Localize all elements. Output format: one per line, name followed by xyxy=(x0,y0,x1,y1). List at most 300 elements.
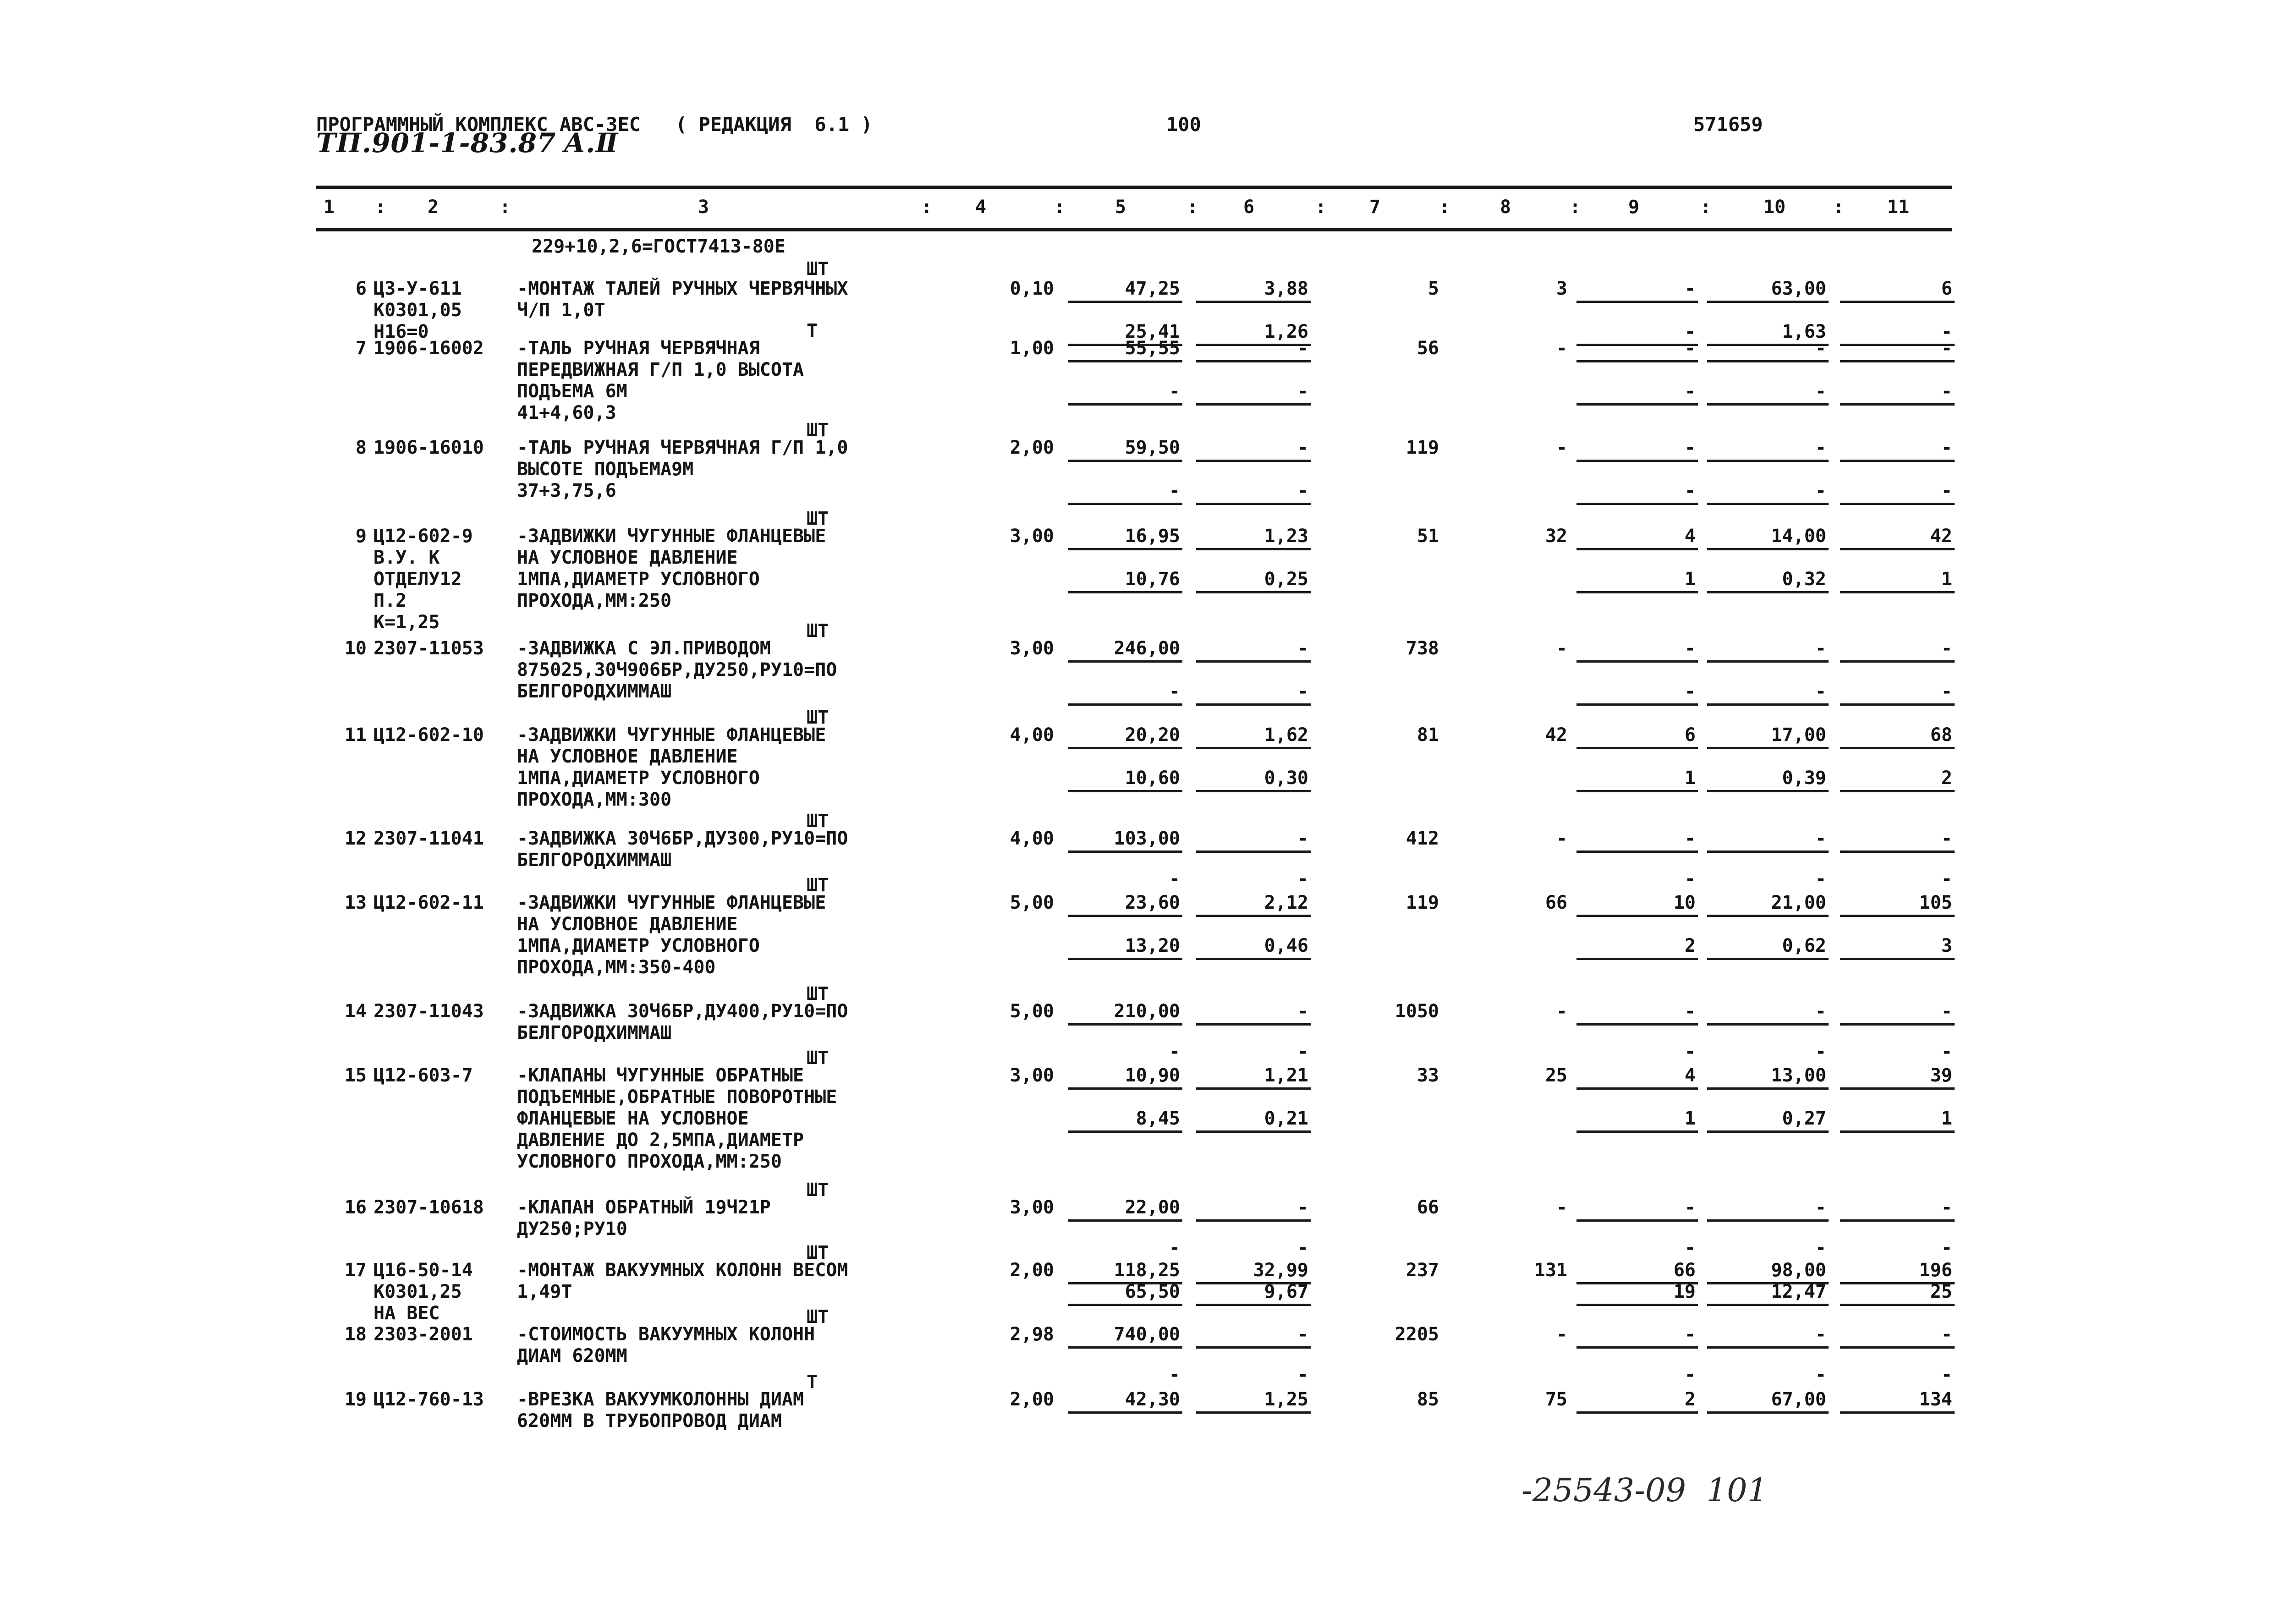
cell-underline xyxy=(1840,747,1955,749)
cell-c5: 59,50 xyxy=(1125,437,1180,458)
cell-sub-c11: - xyxy=(1941,1041,1952,1062)
cell-sub-c6: - xyxy=(1297,868,1308,889)
cell-underline xyxy=(1068,1130,1182,1133)
cell-c9: 1 xyxy=(1684,768,1696,789)
work-description: БЕЛГОРОДХИММАШ xyxy=(517,681,672,702)
cell-sub-c6: - xyxy=(1297,1364,1308,1385)
cell-underline xyxy=(1196,1346,1311,1349)
unit-label: ШТ xyxy=(807,258,829,280)
resource-code: В.У. К xyxy=(374,547,440,568)
cell-c8: 25 xyxy=(1545,1065,1567,1086)
cell-c9: - xyxy=(1684,1001,1696,1022)
cell-underline xyxy=(1068,747,1182,749)
column-separator: : xyxy=(375,197,386,218)
cell-c10: 0,62 xyxy=(1782,935,1826,956)
cell-c9: 19 xyxy=(1673,1281,1696,1302)
cell-c5: 16,95 xyxy=(1125,526,1180,547)
cell-c11: - xyxy=(1941,828,1952,849)
column-header-2: 2 xyxy=(428,197,439,218)
cell-c6: - xyxy=(1297,638,1308,659)
work-description: 1МПА,ДИАМЕТР УСЛОВНОГО xyxy=(517,768,760,789)
cell-c9: 66 xyxy=(1673,1260,1696,1281)
work-description: ДИАМ 620ММ xyxy=(517,1345,627,1366)
resource-code: Н16=0 xyxy=(374,321,429,342)
cell-underline xyxy=(1576,1130,1698,1133)
cell-underline xyxy=(1068,460,1182,462)
cell-c10: 1,63 xyxy=(1782,321,1826,342)
page-number: 100 xyxy=(1166,113,1201,136)
cell-underline xyxy=(1196,1087,1311,1090)
resource-code: 2307-11053 xyxy=(374,638,484,659)
resource-code: 1906-16002 xyxy=(374,338,484,359)
cell-c10: - xyxy=(1815,681,1826,702)
row-number: 17 xyxy=(344,1260,367,1281)
cell-c6: 9,67 xyxy=(1264,1281,1308,1302)
cell-c9: - xyxy=(1684,437,1696,458)
cell-c11: 3 xyxy=(1941,935,1952,956)
cell-underline xyxy=(1196,958,1311,960)
cell-underline xyxy=(1068,915,1182,917)
cell-c4: 3,00 xyxy=(1010,1197,1054,1218)
cell-c11: - xyxy=(1941,437,1952,458)
cell-underline xyxy=(1840,1087,1955,1090)
cell-c4: 5,00 xyxy=(1010,892,1054,913)
work-description: ПОДЪЕМНЫЕ,ОБРАТНЫЕ ПОВОРОТНЫЕ xyxy=(517,1086,837,1108)
work-description: 1,49Т xyxy=(517,1281,572,1302)
cell-c5: 22,00 xyxy=(1125,1197,1180,1218)
cell-c8: 66 xyxy=(1545,892,1567,913)
cell-c9: 1 xyxy=(1684,569,1696,590)
cell-sub-c5: - xyxy=(1169,868,1180,889)
work-description: НА УСЛОВНОЕ ДАВЛЕНИЕ xyxy=(517,914,738,935)
cell-sub-c5: - xyxy=(1169,1237,1180,1258)
cell-c9: 4 xyxy=(1684,1065,1696,1086)
cell-sub-c6: - xyxy=(1297,1041,1308,1062)
cell-underline xyxy=(1840,1346,1955,1349)
cell-underline xyxy=(1196,591,1311,593)
cell-underline xyxy=(1196,1130,1311,1133)
resource-code: Ц12-603-7 xyxy=(374,1065,473,1086)
cell-underline xyxy=(1707,958,1829,960)
work-description: ПРОХОДА,ММ:350-400 xyxy=(517,957,716,978)
cell-c10: - xyxy=(1815,381,1826,402)
work-description: ПЕРЕДВИЖНАЯ Г/П 1,0 ВЫСОТА xyxy=(517,359,804,380)
cell-underline xyxy=(1707,1130,1829,1133)
cell-c11: - xyxy=(1941,338,1952,359)
cell-c6: 1,26 xyxy=(1264,321,1308,342)
cell-underline xyxy=(1068,850,1182,853)
cell-underline xyxy=(1707,460,1829,462)
cell-c7: 237 xyxy=(1406,1260,1439,1281)
cell-underline xyxy=(1068,591,1182,593)
cell-c4: 2,00 xyxy=(1010,1260,1054,1281)
cell-c6: 32,99 xyxy=(1253,1260,1308,1281)
column-header-7: 7 xyxy=(1369,197,1381,218)
cell-c5: 10,60 xyxy=(1125,768,1180,789)
cell-underline xyxy=(1068,503,1182,505)
cell-underline xyxy=(1840,591,1955,593)
cell-underline xyxy=(1196,301,1311,303)
cell-c6: - xyxy=(1297,381,1308,402)
cell-c5: - xyxy=(1169,381,1180,402)
cell-c11: 134 xyxy=(1919,1389,1952,1410)
cell-underline xyxy=(1196,460,1311,462)
cell-c5: 103,00 xyxy=(1114,828,1180,849)
cell-c9: 2 xyxy=(1684,935,1696,956)
cell-c9: 1 xyxy=(1684,1108,1696,1129)
column-separator: : xyxy=(1439,197,1450,218)
cell-underline xyxy=(1196,548,1311,550)
cell-underline xyxy=(1707,915,1829,917)
cell-underline xyxy=(1196,1304,1311,1306)
cell-c9: - xyxy=(1684,1197,1696,1218)
cell-c6: 1,25 xyxy=(1264,1389,1308,1410)
cell-c7: 119 xyxy=(1406,437,1439,458)
column-header-5: 5 xyxy=(1115,197,1126,218)
resource-code: Ц12-602-11 xyxy=(374,892,484,913)
work-description: УСЛОВНОГО ПРОХОДА,ММ:250 xyxy=(517,1151,782,1172)
cell-underline xyxy=(1196,850,1311,853)
cell-c4: 5,00 xyxy=(1010,1001,1054,1022)
cell-c10: - xyxy=(1815,1197,1826,1218)
work-description: Ч/П 1,0Т xyxy=(517,300,605,321)
cell-underline xyxy=(1576,660,1698,663)
cell-underline xyxy=(1840,1130,1955,1133)
column-separator: : xyxy=(1187,197,1198,218)
cell-c6: 0,21 xyxy=(1264,1108,1308,1129)
cell-underline xyxy=(1840,703,1955,706)
cell-c11: - xyxy=(1941,321,1952,342)
cell-underline xyxy=(1576,460,1698,462)
cell-underline xyxy=(1576,1023,1698,1026)
unit-label: Т xyxy=(807,1372,818,1393)
cell-sub-c10: - xyxy=(1815,1364,1826,1385)
column-header-1: 1 xyxy=(324,197,335,218)
cell-c10: 0,32 xyxy=(1782,569,1826,590)
cell-c10: 0,39 xyxy=(1782,768,1826,789)
work-description: -МОНТАЖ ТАЛЕЙ РУЧНЫХ ЧЕРВЯЧНЫХ xyxy=(517,278,848,299)
work-description: ФЛАНЦЕВЫЕ НА УСЛОВНОЕ xyxy=(517,1108,749,1129)
cell-c10: 98,00 xyxy=(1771,1260,1826,1281)
cell-c10: - xyxy=(1815,338,1826,359)
row-number: 9 xyxy=(355,526,367,547)
cell-c9: - xyxy=(1684,638,1696,659)
cell-c5: 118,25 xyxy=(1114,1260,1180,1281)
program-title: ПРОГРАММНЫЙ КОМПЛЕКС АВС-ЗЕС ( РЕДАКЦИЯ 6.1 ) xyxy=(316,113,873,136)
cell-underline xyxy=(1840,360,1955,362)
column-separator: : xyxy=(1833,197,1845,218)
cell-underline xyxy=(1840,403,1955,406)
resource-code: 1906-16010 xyxy=(374,437,484,458)
cell-c7: 738 xyxy=(1406,638,1439,659)
cell-underline xyxy=(1707,1304,1829,1306)
cell-c4: 3,00 xyxy=(1010,638,1054,659)
unit-label: ШТ xyxy=(807,707,829,728)
row-number: 11 xyxy=(344,724,367,746)
cell-c6: 1,23 xyxy=(1264,526,1308,547)
project-code: ТП.901-1-83.87 xyxy=(316,127,556,159)
cell-underline xyxy=(1196,915,1311,917)
resource-code: 2307-11041 xyxy=(374,828,484,849)
cell-underline xyxy=(1840,660,1955,663)
work-description: 1МПА,ДИАМЕТР УСЛОВНОГО xyxy=(517,935,760,956)
cell-sub-c9: - xyxy=(1684,1237,1696,1258)
cell-underline xyxy=(1068,301,1182,303)
resource-code: Ц3-У-611 xyxy=(374,278,462,299)
cell-underline xyxy=(1196,1411,1311,1414)
cell-c10: 12,47 xyxy=(1771,1281,1826,1302)
cell-c11: - xyxy=(1941,1001,1952,1022)
unit-label: ШТ xyxy=(807,983,829,1004)
work-description: -ЗАДВИЖКА 30Ч6БР,ДУ400,РУ10=ПО xyxy=(517,1001,848,1022)
unit-label: ШТ xyxy=(807,1306,829,1328)
row-number: 7 xyxy=(355,338,367,359)
cell-c5: 20,20 xyxy=(1125,724,1180,746)
cell-c10: 13,00 xyxy=(1771,1065,1826,1086)
cell-c4: 2,00 xyxy=(1010,1389,1054,1410)
cell-c8: 3 xyxy=(1556,278,1567,299)
cell-c9: - xyxy=(1684,338,1696,359)
work-description: НА УСЛОВНОЕ ДАВЛЕНИЕ xyxy=(517,547,738,568)
cell-sub-c6: - xyxy=(1297,1237,1308,1258)
cell-c11: 25 xyxy=(1930,1281,1952,1302)
cell-underline xyxy=(1576,1304,1698,1306)
work-description: -ЗАДВИЖКИ ЧУГУННЫЕ ФЛАНЦЕВЫЕ xyxy=(517,892,826,913)
cell-underline xyxy=(1576,1087,1698,1090)
cell-c4: 4,00 xyxy=(1010,828,1054,849)
column-header-11: 11 xyxy=(1887,197,1910,218)
column-header-10: 10 xyxy=(1763,197,1786,218)
cell-c6: 2,12 xyxy=(1264,892,1308,913)
cell-c7: 56 xyxy=(1417,338,1439,359)
resource-code: 2307-10618 xyxy=(374,1197,484,1218)
cell-c11: - xyxy=(1941,1324,1952,1345)
cell-underline xyxy=(1707,591,1829,593)
cell-sub-c5: - xyxy=(1169,1364,1180,1385)
column-separator: : xyxy=(500,197,511,218)
cell-c5: 246,00 xyxy=(1114,638,1180,659)
cell-c5: 210,00 xyxy=(1114,1001,1180,1022)
unit-label: Т xyxy=(807,320,818,341)
unit-label: ШТ xyxy=(807,1048,829,1069)
cell-underline xyxy=(1840,850,1955,853)
row-number: 6 xyxy=(355,278,367,299)
cell-c5: 55,55 xyxy=(1125,338,1180,359)
cell-c6: 1,62 xyxy=(1264,724,1308,746)
resource-code: 2303-2001 xyxy=(374,1324,473,1345)
cell-c10: - xyxy=(1815,1324,1826,1345)
cell-underline xyxy=(1196,747,1311,749)
cell-c6: 1,21 xyxy=(1264,1065,1308,1086)
cell-c10: 0,27 xyxy=(1782,1108,1826,1129)
unit-label: ШТ xyxy=(807,620,829,642)
cell-underline xyxy=(1707,703,1829,706)
work-description: -КЛАПАНЫ ЧУГУННЫЕ ОБРАТНЫЕ xyxy=(517,1065,804,1086)
work-description: ПРОХОДА,ММ:300 xyxy=(517,789,672,810)
unit-label: ШТ xyxy=(807,508,829,529)
cell-c9: - xyxy=(1684,828,1696,849)
row-number: 10 xyxy=(344,638,367,659)
cell-underline xyxy=(1068,1304,1182,1306)
cell-underline xyxy=(1068,1219,1182,1222)
cell-underline xyxy=(1707,403,1829,406)
resource-code: К0301,25 xyxy=(374,1281,462,1302)
column-header-3: 3 xyxy=(698,197,709,218)
cell-c11: 68 xyxy=(1930,724,1952,746)
cell-c5: 47,25 xyxy=(1125,278,1180,299)
cell-underline xyxy=(1576,747,1698,749)
cell-underline xyxy=(1840,503,1955,505)
work-description: ПРОХОДА,ММ:250 xyxy=(517,590,672,611)
column-header-8: 8 xyxy=(1500,197,1511,218)
cell-underline xyxy=(1068,548,1182,550)
cell-c6: - xyxy=(1297,480,1308,501)
cell-c10: 17,00 xyxy=(1771,724,1826,746)
column-separator: : xyxy=(1570,197,1581,218)
resource-code: П.2 xyxy=(374,590,407,611)
work-description: 1МПА,ДИАМЕТР УСЛОВНОГО xyxy=(517,569,760,590)
cell-c8: - xyxy=(1556,338,1567,359)
cell-c11: 105 xyxy=(1919,892,1952,913)
column-header-9: 9 xyxy=(1628,197,1640,218)
cell-c5: 13,20 xyxy=(1125,935,1180,956)
cell-sub-c10: - xyxy=(1815,868,1826,889)
cell-c6: - xyxy=(1297,681,1308,702)
column-separator: : xyxy=(1315,197,1327,218)
cell-underline xyxy=(1196,503,1311,505)
cell-underline xyxy=(1068,1023,1182,1026)
cell-c6: - xyxy=(1297,1324,1308,1345)
work-description: ДУ250;РУ10 xyxy=(517,1218,627,1240)
work-description: -ТАЛЬ РУЧНАЯ ЧЕРВЯЧНАЯ Г/П 1,0 xyxy=(517,437,848,458)
column-separator: : xyxy=(1054,197,1066,218)
cell-sub-c5: - xyxy=(1169,1041,1180,1062)
cell-c6: - xyxy=(1297,1001,1308,1022)
cell-underline xyxy=(1707,1023,1829,1026)
cell-c11: 42 xyxy=(1930,526,1952,547)
work-description: -ЗАДВИЖКА С ЭЛ.ПРИВОДОМ xyxy=(517,638,771,659)
cell-underline xyxy=(1576,915,1698,917)
row-number: 16 xyxy=(344,1197,367,1218)
cell-c8: - xyxy=(1556,1001,1567,1022)
cell-c8: 131 xyxy=(1534,1260,1567,1281)
row-number: 14 xyxy=(344,1001,367,1022)
cell-c8: - xyxy=(1556,1324,1567,1345)
handwritten-annotation: -25543-09 101 xyxy=(1521,1471,1768,1509)
row-number: 18 xyxy=(344,1324,367,1345)
cell-c6: - xyxy=(1297,1197,1308,1218)
cell-underline xyxy=(1576,403,1698,406)
unit-label: ШТ xyxy=(807,1242,829,1263)
cell-underline xyxy=(1576,958,1698,960)
cell-c5: 10,76 xyxy=(1125,569,1180,590)
cell-underline xyxy=(1576,790,1698,792)
cell-underline xyxy=(1840,915,1955,917)
cell-c4: 1,00 xyxy=(1010,338,1054,359)
work-description: -ВРЕЗКА ВАКУУМКОЛОННЫ ДИАМ xyxy=(517,1389,804,1410)
cell-c8: 42 xyxy=(1545,724,1567,746)
cell-sub-c9: - xyxy=(1684,868,1696,889)
cell-underline xyxy=(1707,301,1829,303)
carryover-line: 229+10,2,6=ГОСТ7413-80Е xyxy=(532,236,785,257)
cell-underline xyxy=(1707,660,1829,663)
cell-c9: 6 xyxy=(1684,724,1696,746)
cell-underline xyxy=(1707,850,1829,853)
work-description: 620ММ В ТРУБОПРОВОД ДИАМ xyxy=(517,1410,782,1432)
cell-c10: - xyxy=(1815,480,1826,501)
cell-underline xyxy=(1576,1346,1698,1349)
cell-underline xyxy=(1196,1219,1311,1222)
cell-underline xyxy=(1068,1346,1182,1349)
resource-code: Ц12-602-9 xyxy=(374,526,473,547)
work-description: 41+4,60,3 xyxy=(517,402,616,423)
work-description: -МОНТАЖ ВАКУУМНЫХ КОЛОНН ВЕСОМ xyxy=(517,1260,848,1281)
cell-underline xyxy=(1707,1411,1829,1414)
resource-code: К0301,05 xyxy=(374,300,462,321)
cell-c9: - xyxy=(1684,321,1696,342)
cell-c6: - xyxy=(1297,828,1308,849)
cell-c6: 0,25 xyxy=(1264,569,1308,590)
table-top-rule xyxy=(316,186,1952,189)
row-number: 19 xyxy=(344,1389,367,1410)
cell-underline xyxy=(1576,1219,1698,1222)
work-description: -КЛАПАН ОБРАТНЫЙ 19Ч21Р xyxy=(517,1197,771,1218)
cell-c6: - xyxy=(1297,338,1308,359)
cell-underline xyxy=(1196,360,1311,362)
cell-c8: - xyxy=(1556,437,1567,458)
cell-underline xyxy=(1068,958,1182,960)
cell-c11: 39 xyxy=(1930,1065,1952,1086)
cell-c8: - xyxy=(1556,638,1567,659)
cell-underline xyxy=(1576,360,1698,362)
work-description: -ТАЛЬ РУЧНАЯ ЧЕРВЯЧНАЯ xyxy=(517,338,760,359)
work-description: ПОДЪЕМА 6М xyxy=(517,381,627,402)
cell-c11: - xyxy=(1941,1197,1952,1218)
cell-c4: 4,00 xyxy=(1010,724,1054,746)
cell-c7: 1050 xyxy=(1395,1001,1439,1022)
cell-c6: 0,30 xyxy=(1264,768,1308,789)
unit-label: ШТ xyxy=(807,1180,829,1201)
cell-c4: 2,98 xyxy=(1010,1324,1054,1345)
cell-c7: 81 xyxy=(1417,724,1439,746)
cell-c11: - xyxy=(1941,381,1952,402)
cell-underline xyxy=(1068,790,1182,792)
cell-underline xyxy=(1576,850,1698,853)
cell-c10: - xyxy=(1815,638,1826,659)
cell-underline xyxy=(1196,403,1311,406)
resource-code: Ц12-602-10 xyxy=(374,724,484,746)
cell-c8: - xyxy=(1556,828,1567,849)
cell-c8: 75 xyxy=(1545,1389,1567,1410)
work-description: 37+3,75,6 xyxy=(517,480,616,501)
cell-c8: - xyxy=(1556,1197,1567,1218)
cell-c4: 3,00 xyxy=(1010,526,1054,547)
cell-c6: 3,88 xyxy=(1264,278,1308,299)
cell-underline xyxy=(1707,790,1829,792)
cell-sub-c11: - xyxy=(1941,868,1952,889)
row-number: 13 xyxy=(344,892,367,913)
column-separator: : xyxy=(1700,197,1712,218)
cell-c4: 0,10 xyxy=(1010,278,1054,299)
cell-underline xyxy=(1707,1346,1829,1349)
cell-c8: 32 xyxy=(1545,526,1567,547)
cell-underline xyxy=(1576,703,1698,706)
work-description: 875025,30Ч906БР,ДУ250,РУ10=ПО xyxy=(517,659,837,680)
cell-c7: 51 xyxy=(1417,526,1439,547)
cell-c6: 0,46 xyxy=(1264,935,1308,956)
cell-underline xyxy=(1840,790,1955,792)
cell-c9: 4 xyxy=(1684,526,1696,547)
